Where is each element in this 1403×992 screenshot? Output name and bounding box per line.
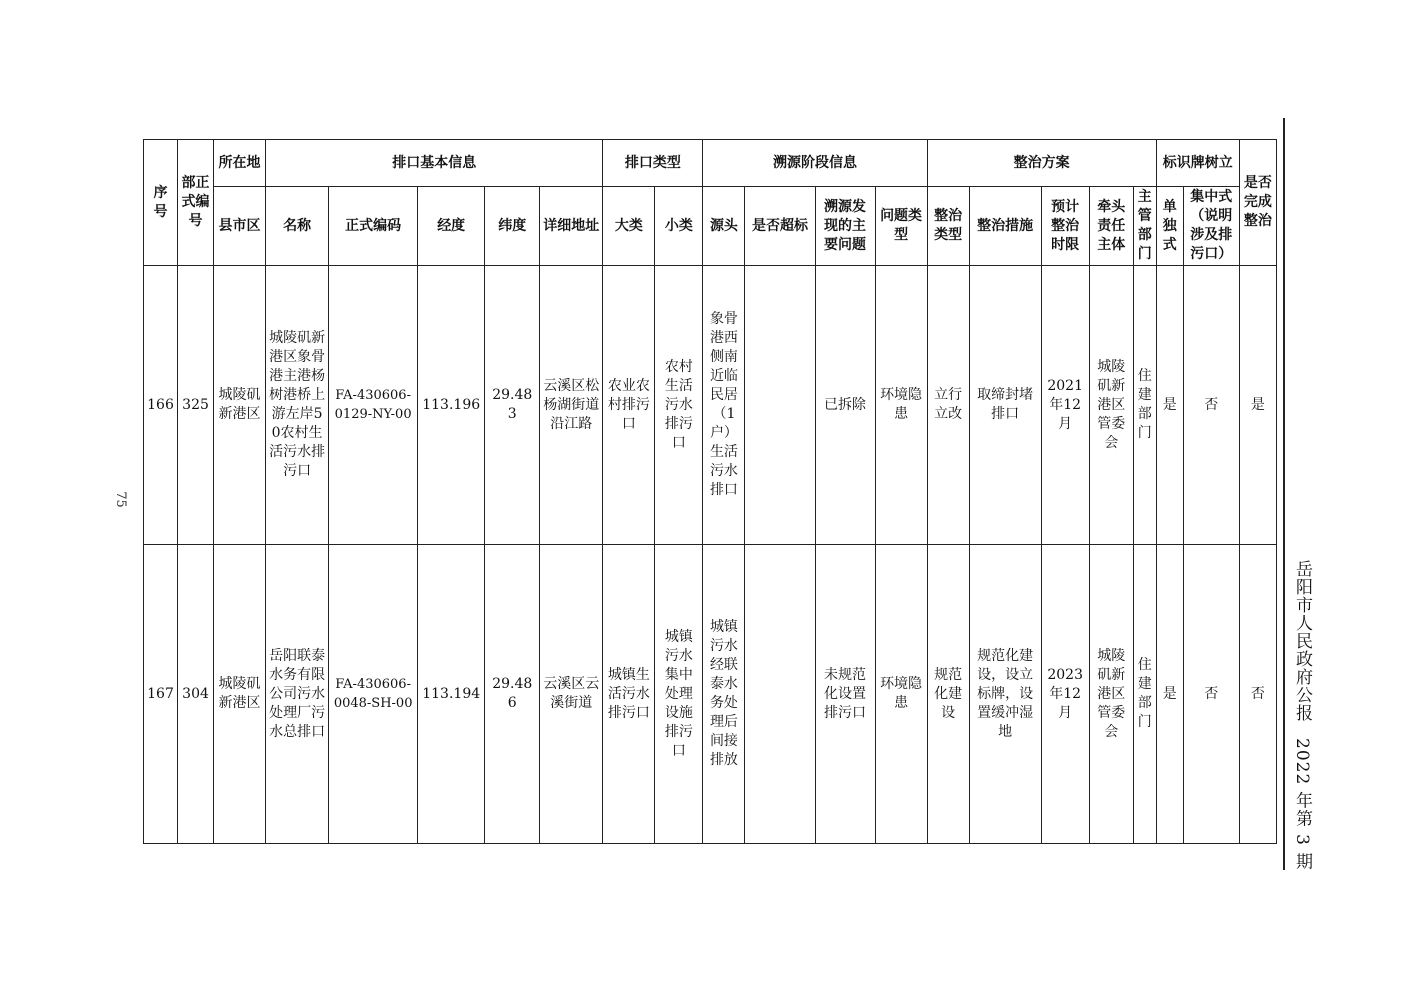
header-main-issue: 溯源发现的主要问题 <box>815 187 875 266</box>
header-longitude: 经度 <box>418 187 485 266</box>
table-row <box>144 266 1277 545</box>
cell-longitude: 113.194 <box>418 545 485 844</box>
cell-issue-type: 环境隐患 <box>875 545 927 844</box>
cell-minor-type: 城镇污水集中处理设施排污口 <box>655 545 703 844</box>
running-header <box>1290 560 1315 870</box>
header-major-type: 大类 <box>603 187 655 266</box>
cell-latitude: 29.486 <box>485 545 540 844</box>
cell-major-type: 城镇生活污水排污口 <box>603 545 655 844</box>
cell-minor-type: 农村生活污水排污口 <box>655 266 703 545</box>
cell-lead-entity: 城陵矶新港区管委会 <box>1089 545 1133 844</box>
outlet-remediation-table <box>143 139 1277 844</box>
header-ministry-code: 部正式编号 <box>178 140 214 266</box>
header-latitude: 纬度 <box>485 187 540 266</box>
cell-centralized: 否 <box>1183 266 1239 545</box>
cell-remediation-type: 立行立改 <box>927 266 969 545</box>
cell-longitude: 113.196 <box>418 266 485 545</box>
table-row <box>144 545 1277 844</box>
cell-seq: 167 <box>144 545 178 844</box>
cell-name: 城陵矶新港区象骨港主港杨树港桥上游左岸50农村生活污水排污口 <box>266 266 329 545</box>
cell-formal-code: FA-430606-0048-SH-00 <box>329 545 418 844</box>
header-measures: 整治措施 <box>969 187 1041 266</box>
cell-completed: 否 <box>1239 545 1276 844</box>
publication-title: 岳阳市人民政府公报 <box>1292 560 1312 722</box>
page-number: 75 <box>112 491 128 508</box>
cell-single: 是 <box>1156 266 1183 545</box>
cell-source: 城镇污水经联泰水务处理后间接排放 <box>703 545 745 844</box>
cell-deadline: 2021年12月 <box>1041 266 1089 545</box>
cell-address: 云溪区云溪街道 <box>540 545 603 844</box>
header-outlet-basic-info: 排口基本信息 <box>266 140 603 187</box>
cell-centralized: 否 <box>1183 545 1239 844</box>
cell-measures: 取缔封堵排口 <box>969 266 1041 545</box>
cell-name: 岳阳联泰水务有限公司污水处理厂污水总排口 <box>266 545 329 844</box>
header-remediation-plan: 整治方案 <box>927 140 1156 187</box>
issue-label: 2022 年第 3 期 <box>1292 738 1312 871</box>
header-minor-type: 小类 <box>655 187 703 266</box>
cell-issue-type: 环境隐患 <box>875 266 927 545</box>
cell-supervising-dept: 住建部门 <box>1133 545 1156 844</box>
header-issue-type: 问题类型 <box>875 187 927 266</box>
cell-lead-entity: 城陵矶新港区管委会 <box>1089 266 1133 545</box>
header-remediation-type: 整治类型 <box>927 187 969 266</box>
header-tracing-info: 溯源阶段信息 <box>703 140 927 187</box>
header-outlet-type: 排口类型 <box>603 140 703 187</box>
header-source: 源头 <box>703 187 745 266</box>
cell-source: 象骨港西侧南近临民居（1户）生活污水排口 <box>703 266 745 545</box>
header-supervising-dept: 主管部门 <box>1133 187 1156 266</box>
cell-ministry-code: 304 <box>178 545 214 844</box>
cell-main-issue: 未规范化设置排污口 <box>815 545 875 844</box>
cell-main-issue: 已拆除 <box>815 266 875 545</box>
header-formal-code: 正式编码 <box>329 187 418 266</box>
header-signage: 标识牌树立 <box>1156 140 1239 187</box>
header-seq: 序号 <box>144 140 178 266</box>
cell-latitude: 29.483 <box>485 266 540 545</box>
cell-formal-code: FA-430606-0129-NY-00 <box>329 266 418 545</box>
header-centralized: 集中式（说明涉及排污口） <box>1183 187 1239 266</box>
header-deadline: 预计整治时限 <box>1041 187 1089 266</box>
cell-address: 云溪区松杨湖街道沿江路 <box>540 266 603 545</box>
header-address: 详细地址 <box>540 187 603 266</box>
cell-ministry-code: 325 <box>178 266 214 545</box>
header-completed: 是否完成整治 <box>1239 140 1276 266</box>
cell-completed: 是 <box>1239 266 1276 545</box>
cell-county: 城陵矶新港区 <box>214 266 266 545</box>
header-lead-entity: 牵头责任主体 <box>1089 187 1133 266</box>
cell-seq: 166 <box>144 266 178 545</box>
cell-county: 城陵矶新港区 <box>214 545 266 844</box>
header-single: 单独式 <box>1156 187 1183 266</box>
margin-rule <box>1283 118 1285 870</box>
header-exceeds: 是否超标 <box>745 187 815 266</box>
cell-exceeds <box>745 266 815 545</box>
cell-major-type: 农业农村排污口 <box>603 266 655 545</box>
cell-exceeds <box>745 545 815 844</box>
header-county: 县市区 <box>214 187 266 266</box>
cell-deadline: 2023年12月 <box>1041 545 1089 844</box>
cell-supervising-dept: 住建部门 <box>1133 266 1156 545</box>
cell-single: 是 <box>1156 545 1183 844</box>
cell-remediation-type: 规范化建设 <box>927 545 969 844</box>
header-location: 所在地 <box>214 140 266 187</box>
cell-measures: 规范化建设，设立标牌，设置缓冲湿地 <box>969 545 1041 844</box>
header-name: 名称 <box>266 187 329 266</box>
